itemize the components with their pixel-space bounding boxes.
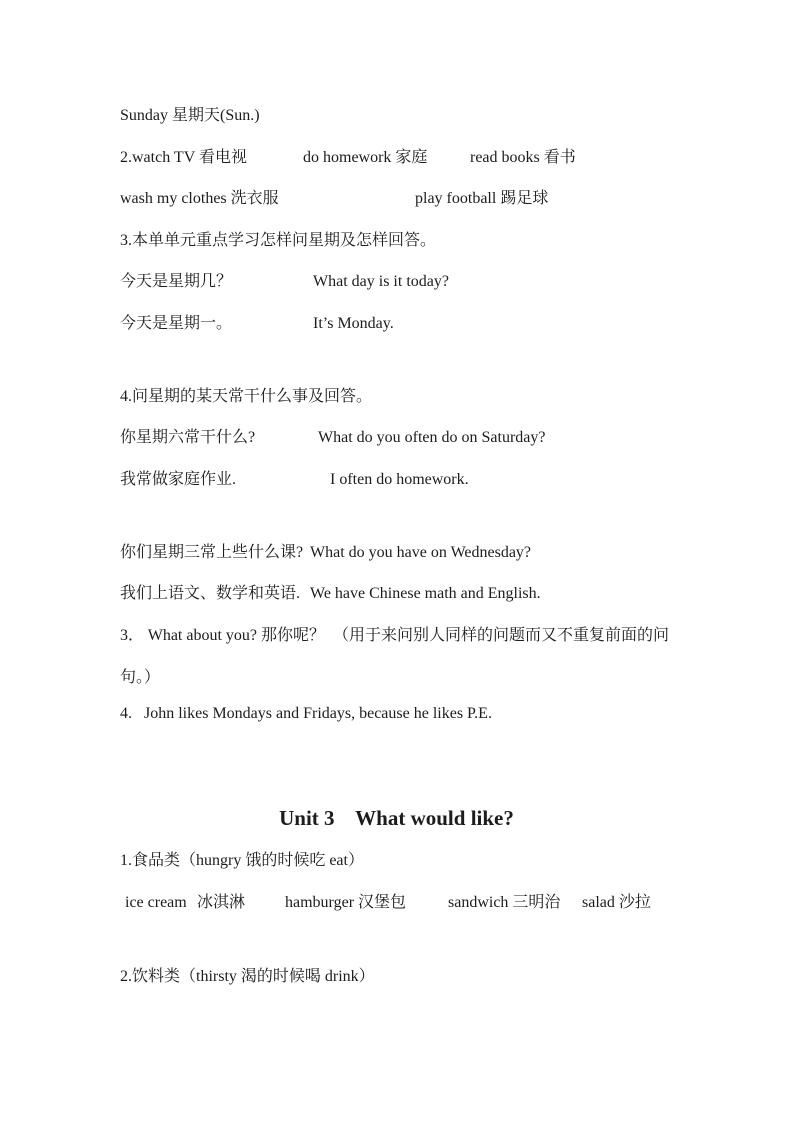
text-run: What do you often do on Saturday? xyxy=(318,429,546,446)
text-run: It’s Monday. xyxy=(313,315,394,332)
text-run: 4. John likes Mondays and Fridays, because he likes P.E. xyxy=(120,705,492,722)
text-run: 4.问星期的某天常干什么事及回答。 xyxy=(120,388,373,405)
line-food-category xyxy=(120,850,720,872)
text-run: 你星期六常干什么? xyxy=(120,429,256,446)
line-activities-row2 xyxy=(120,188,720,210)
line-point4 xyxy=(120,386,720,408)
text-run: 1.食品类（hungry 饿的时候吃 eat） xyxy=(120,852,364,869)
text-run: What do you have on Wednesday? xyxy=(310,544,532,561)
text-run: 3.本单单元重点学习怎样问星期及怎样回答。 xyxy=(120,232,437,249)
text-run: do homework 家庭 xyxy=(303,149,428,166)
line-drink-category xyxy=(120,966,720,988)
text-run: 你们星期三常上些什么课? xyxy=(120,544,304,561)
text-run: salad 沙拉 xyxy=(582,894,651,911)
text-run: 句。） xyxy=(120,669,161,686)
text-run: 今天是星期几？ xyxy=(120,273,233,290)
text-run: We have Chinese math and English. xyxy=(310,585,541,602)
text-run: 我们上语文、数学和英语. xyxy=(120,585,301,602)
text-run: play football 踢足球 xyxy=(415,190,549,207)
text-run: 冰淇淋 xyxy=(197,894,246,911)
unit3-heading: Unit 3 What would like? xyxy=(279,806,514,830)
text-run: read books 看书 xyxy=(470,149,576,166)
line-activities-row1 xyxy=(120,147,720,169)
line-what-about-you xyxy=(120,625,720,647)
text-run: ice cream xyxy=(125,894,187,911)
line-qa-saturday-a xyxy=(120,469,720,491)
text-run: Sunday 星期天(Sun.) xyxy=(120,107,260,124)
text-run: What day is it today? xyxy=(313,273,449,290)
line-qa-wednesday-q xyxy=(120,542,720,564)
line-what-about-you-wrap xyxy=(120,667,720,689)
text-run: 今天是星期一。 xyxy=(120,315,233,332)
line-qa-saturday-q xyxy=(120,427,720,449)
line-john-likes xyxy=(120,703,720,725)
text-run: 2.watch TV 看电视 xyxy=(120,149,247,166)
text-run: 我常做家庭作业. xyxy=(120,471,237,488)
line-qa-wednesday-a xyxy=(120,583,720,605)
text-run: 3． What about you? 那你呢？ （用于来问别人同样的问题而又不重复前面的问 xyxy=(120,627,670,644)
text-run: 2.饮料类（thirsty 渴的时候喝 drink） xyxy=(120,968,375,985)
text-run: sandwich 三明治 xyxy=(448,894,561,911)
line-qa-what-day-q xyxy=(120,271,720,293)
text-run: wash my clothes 洗衣服 xyxy=(120,190,279,207)
text-run: I often do homework. xyxy=(330,471,469,488)
line-qa-what-day-a xyxy=(120,313,720,335)
line-sunday xyxy=(120,105,720,127)
text-run: hamburger 汉堡包 xyxy=(285,894,407,911)
line-point3 xyxy=(120,230,720,252)
